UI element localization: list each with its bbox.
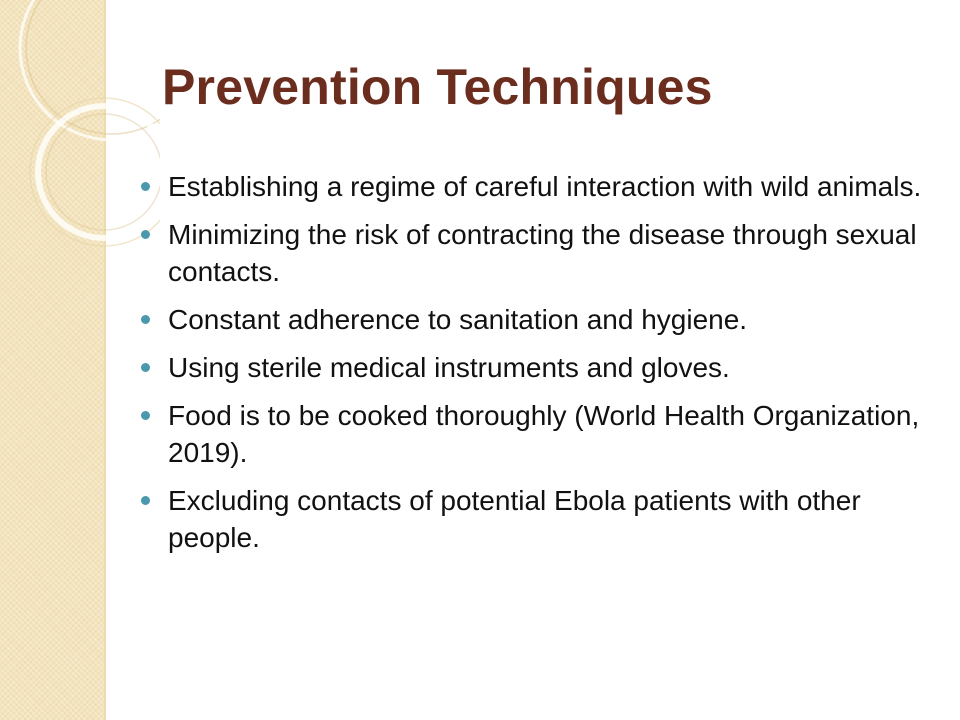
slide-title: Prevention Techniques (162, 59, 713, 115)
bullet-text: Minimizing the risk of contracting the disease through sexual contacts. (168, 219, 917, 287)
bullet-item (140, 301, 940, 338)
bullet-dot-icon (141, 496, 150, 505)
bullet-list (140, 168, 940, 567)
bullet-text: Establishing a regime of careful interaction with wild animals. (168, 171, 922, 202)
bullet-item (140, 349, 940, 386)
bullet-dot-icon (141, 182, 150, 191)
bullet-text: Excluding contacts of potential Ebola patients with other people. (168, 485, 861, 553)
decorative-rings-icon (0, 0, 160, 260)
bullet-item (140, 216, 940, 290)
bullet-item (140, 168, 940, 205)
bullet-dot-icon (141, 411, 150, 420)
bullet-text: Food is to be cooked thoroughly (World Health Organization, 2019). (168, 400, 920, 468)
bullet-text: Using sterile medical instruments and gloves. (168, 352, 730, 383)
bullet-item (140, 397, 940, 471)
bullet-dot-icon (141, 363, 150, 372)
bullet-dot-icon (141, 230, 150, 239)
bullet-text: Constant adherence to sanitation and hygiene. (168, 304, 748, 335)
bullet-item (140, 482, 940, 556)
bullet-dot-icon (141, 315, 150, 324)
